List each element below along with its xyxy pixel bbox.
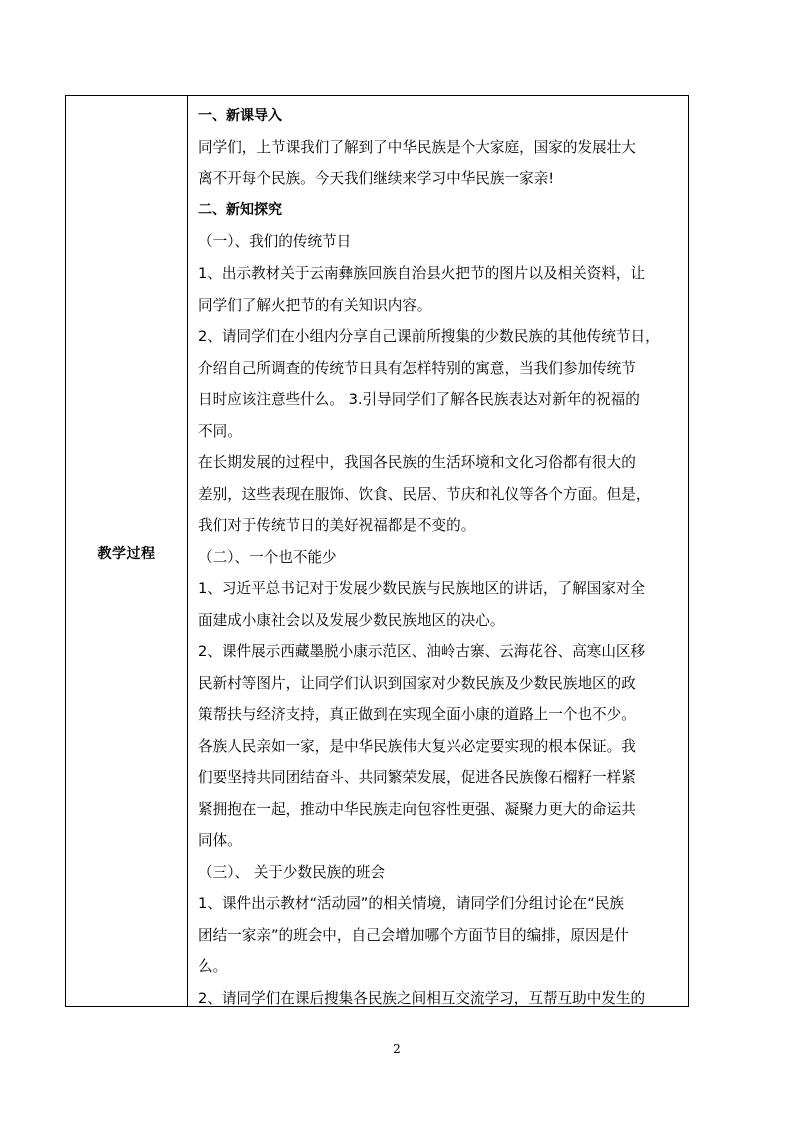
page-number: 2 (393, 1042, 401, 1056)
paragraph-line: 同学们，上节课我们了解到了中华民族是个大家庭，国家的发展壮大 (198, 139, 636, 156)
paragraph-line: 我们对于传统节日的美好祝福都是不变的。 (198, 517, 476, 534)
paragraph-line: 团结一家亲”的班会中，自己会增加哪个方面节目的编排，原因是什 (198, 927, 629, 944)
paragraph-line: 1、出示教材关于云南彝族回族自治县火把节的图片以及相关资料，让 (198, 265, 646, 282)
paragraph-line: 在长期发展的过程中，我国各民族的生活环境和文化习俗都有很大的 (198, 454, 636, 471)
paragraph-line: 民新村等图片，让同学们认识到国家对少数民族及少数民族地区的政 (198, 675, 636, 692)
paragraph-line: 离不开每个民族。今天我们继续来学习中华民族一家亲! (198, 170, 555, 187)
paragraph-line: 1、习近平总书记对于发展少数民族与民族地区的讲话，了解国家对全 (198, 580, 646, 597)
paragraph-line: 们要坚持共同团结奋斗、共同繁荣发展，促进各民族像石榴籽一样紧 (198, 769, 636, 786)
paragraph-line: 日时应该注意些什么。 3.引导同学们了解各民族表达对新年的祝福的 (198, 391, 640, 408)
section-heading: 一、新课导入 (198, 108, 282, 124)
section-heading: 二、新知探究 (198, 202, 282, 218)
subsection-heading: （二）、一个也不能少 (198, 549, 337, 566)
paragraph-line: 介绍自己所调查的传统节日具有怎样特别的寓意，当我们参加传统节 (198, 360, 636, 377)
subsection-heading: （一）、我们的传统节日 (198, 233, 352, 250)
lesson-table (65, 95, 689, 1007)
paragraph-line: 各族人民亲如一家，是中华民族伟大复兴必定要实现的根本保证。我 (198, 738, 636, 755)
column-divider (187, 96, 188, 1006)
paragraph-line: 同体。 (198, 832, 242, 849)
paragraph-line: 不同。 (198, 423, 242, 440)
paragraph-line: 2、请同学们在课后搜集各民族之间相互交流学习，互帮互助中发生的 (198, 990, 646, 1007)
paragraph-line: 紧拥抱在一起，推动中华民族走向包容性更强、凝聚力更大的命运共 (198, 801, 636, 818)
paragraph-line: 2、课件展示西藏墨脱小康示范区、油岭古寨、云海花谷、高寒山区移 (198, 643, 646, 660)
paragraph-line: 同学们了解火把节的有关知识内容。 (198, 297, 432, 314)
paragraph-line: 差别，这些表现在服饰、饮食、民居、节庆和礼仪等各个方面。但是， (198, 486, 651, 503)
paragraph-line: 1、课件出示教材“活动园”的相关情境，请同学们分组讨论在“民族 (198, 895, 625, 912)
row-label-cell (66, 96, 187, 1006)
paragraph-line: 2、请同学们在小组内分享自己课前所搜集的少数民族的其他传统节日， (198, 328, 660, 345)
paragraph-line: 面建成小康社会以及发展少数民族地区的决心。 (198, 612, 505, 629)
paragraph-line: 么。 (198, 958, 228, 975)
paragraph-line: 策帮扶与经济支持，真正做到在实现全面小康的道路上一个也不少。 (198, 706, 636, 723)
subsection-heading: （三）、 关于少数民族的班会 (198, 864, 386, 881)
row-label: 教学过程 (97, 546, 156, 562)
